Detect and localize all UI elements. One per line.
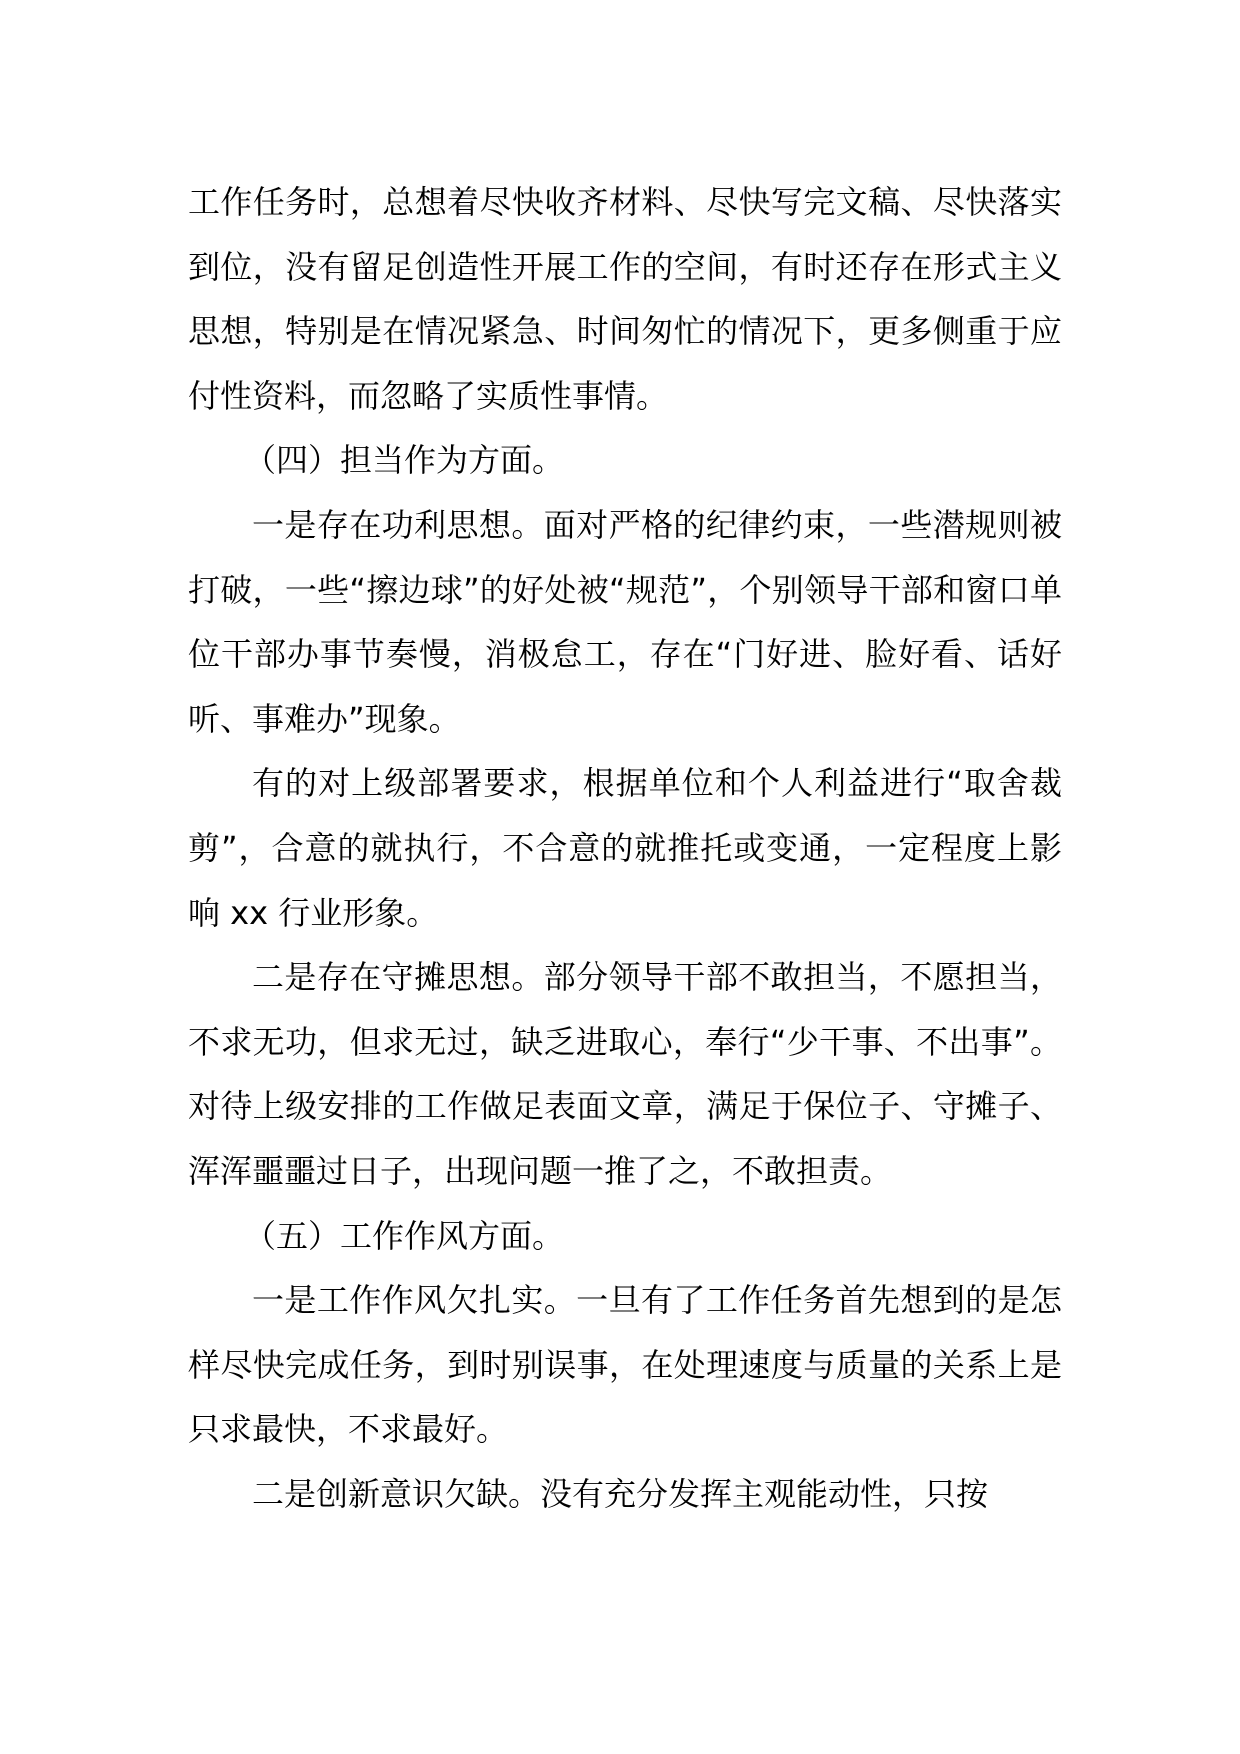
paragraph-utilitarian-thinking: 一是存在功利思想。面对严格的纪律约束，一些潜规则被打破，一些“擦边球”的好处被“规范”，个别领导干部和窗口单位干部办事节奏慢，消极怠工，存在“门好进、脸好看、话好听、事难办”现象。 bbox=[188, 505, 1062, 738]
section-heading-four: （四）担当作为方面。 bbox=[244, 441, 565, 480]
paragraph-complacent-thinking: 二是存在守摊思想。部分领导干部不敢担当，不愿担当，不求无功，但求无过，缺乏进取心，奉行“少干事、不出事”。对待上级安排的工作做足表面文章，满足于保位子、守摊子、浑浑噩噩过日子，出现问题一推了之，不敢担责。 bbox=[188, 958, 1062, 1190]
paragraph-superior-deployment: 有的对上级部署要求，根据单位和个人利益进行“取舍裁剪”，合意的就执行，不合意的就推托或变通，一定程度上影响 xx 行业形象。 bbox=[188, 764, 1062, 932]
section-heading-five: （五）工作作风方面。 bbox=[244, 1216, 565, 1255]
paragraph-innovation: 二是创新意识欠缺。没有充分发挥主观能动性，只按 bbox=[252, 1474, 989, 1513]
document-body bbox=[188, 170, 1062, 1526]
paragraph-continuation: 工作任务时，总想着尽快收齐材料、尽快写完文稿、尽快落实到位，没有留足创造性开展工作的空间，有时还存在形式主义思想，特别是在情况紧急、时间匆忙的情况下，更多侧重于应付性资料，而忽略了实质性事情。 bbox=[188, 183, 1062, 415]
paragraph-work-style: 一是工作作风欠扎实。一旦有了工作任务首先想到的是怎样尽快完成任务，到时别误事，在处理速度与质量的关系上是只求最快，不求最好。 bbox=[188, 1281, 1062, 1449]
